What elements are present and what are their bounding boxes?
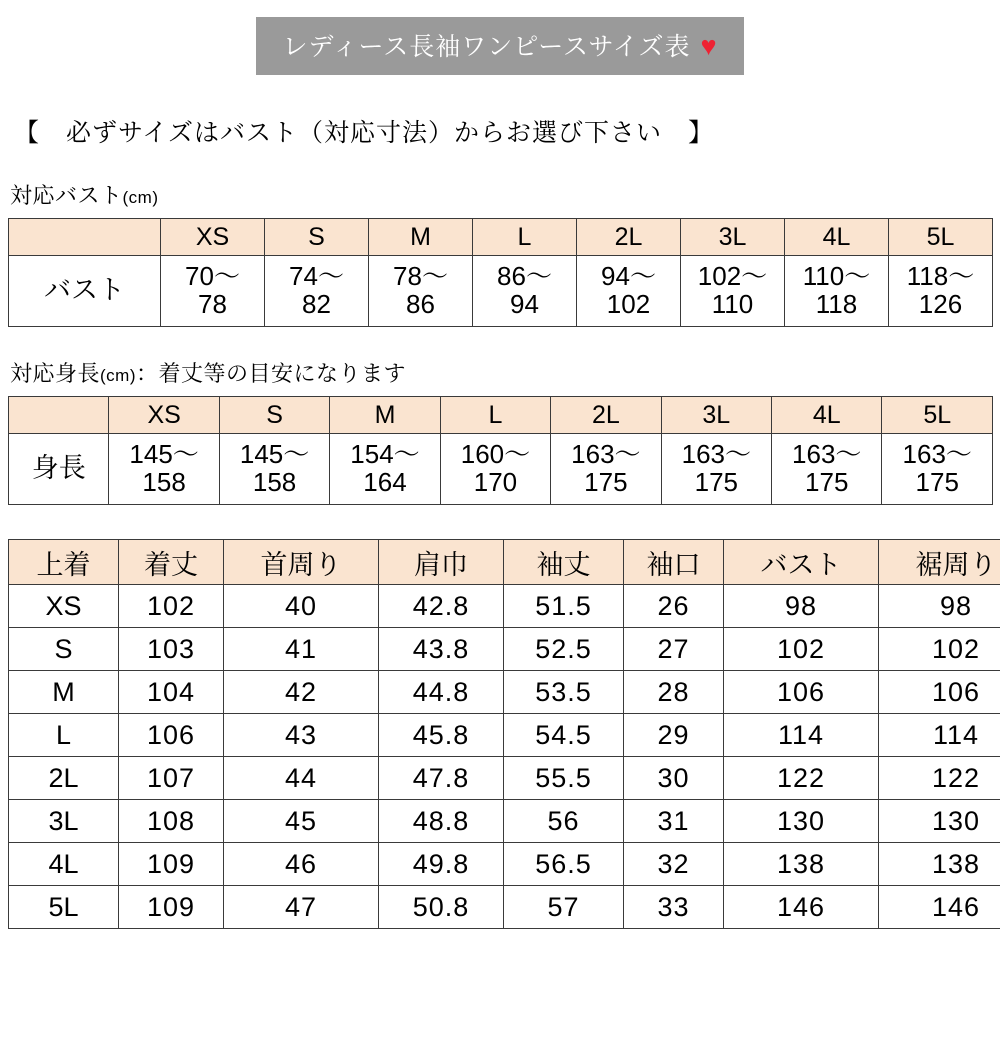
table-cell: 122 [724, 757, 879, 800]
column-header: 5L [882, 397, 993, 434]
column-header: 首周り [224, 540, 379, 585]
table-cell: 98 [724, 585, 879, 628]
height-table-corner [9, 397, 109, 434]
table-cell: 57 [504, 886, 624, 929]
table-cell: 51.5 [504, 585, 624, 628]
cell-to: 164 [363, 467, 407, 497]
heart-icon: ♥ [700, 30, 718, 61]
cell-to: 82 [302, 289, 331, 319]
table-cell: 49.8 [379, 843, 504, 886]
table-cell: 52.5 [504, 628, 624, 671]
column-header: 裾周り [879, 540, 1000, 585]
table-cell: 44 [224, 757, 379, 800]
table-cell: 107 [119, 757, 224, 800]
table-cell: 32 [624, 843, 724, 886]
table-row [9, 800, 1000, 843]
table-cell: 47 [224, 886, 379, 929]
cell-from: 163～ [681, 439, 751, 470]
table-cell [473, 256, 577, 327]
column-header: 4L [772, 397, 882, 434]
table-cell: 42 [224, 671, 379, 714]
table-cell: 55.5 [504, 757, 624, 800]
table-cell: 109 [119, 886, 224, 929]
table-cell: 46 [224, 843, 379, 886]
table-cell: 114 [879, 714, 1000, 757]
table-cell: 28 [624, 671, 724, 714]
column-header: 3L [661, 397, 771, 434]
table-cell: 43.8 [379, 628, 504, 671]
table-row [9, 886, 1000, 929]
table-cell: 50.8 [379, 886, 504, 929]
table-cell: 31 [624, 800, 724, 843]
cell-to: 175 [584, 467, 628, 497]
table-cell: 106 [119, 714, 224, 757]
cell-to: 118 [815, 289, 858, 319]
table-cell [330, 434, 440, 505]
table-cell: 104 [119, 671, 224, 714]
height-caption-rest: ：着丈等の目安になります [136, 361, 407, 386]
table-cell [109, 434, 219, 505]
table-cell [551, 434, 661, 505]
table-cell: 42.8 [379, 585, 504, 628]
table-cell [161, 256, 265, 327]
bust-size-table [8, 218, 993, 327]
table-cell: 54.5 [504, 714, 624, 757]
cell-to: 102 [606, 289, 651, 319]
cell-from: 154～ [350, 439, 420, 470]
table-cell [882, 434, 993, 505]
table-cell: 53.5 [504, 671, 624, 714]
table-row [9, 628, 1000, 671]
table-cell: 146 [879, 886, 1000, 929]
cell-from: 78～ [393, 261, 448, 292]
bust-caption-unit: (cm) [122, 188, 159, 207]
table-cell: 44.8 [379, 671, 504, 714]
row-header: バスト [9, 256, 161, 327]
table-cell: 106 [879, 671, 1000, 714]
column-header: L [473, 219, 577, 256]
table-cell: 45.8 [379, 714, 504, 757]
cell-from: 110～ [802, 261, 871, 292]
table-header-row [9, 540, 1000, 585]
table-cell: 56.5 [504, 843, 624, 886]
column-header: XS [161, 219, 265, 256]
table-row [9, 757, 1000, 800]
column-header: S [219, 397, 329, 434]
cell-from: 86～ [497, 261, 552, 292]
table-cell [577, 256, 681, 327]
table-cell [265, 256, 369, 327]
cell-from: 145～ [239, 439, 310, 470]
height-table-caption [10, 357, 1000, 388]
table-cell: 138 [879, 843, 1000, 886]
table-header-row [9, 219, 993, 256]
cell-to: 126 [918, 289, 963, 319]
cell-to: 158 [252, 467, 297, 497]
table-cell: 102 [119, 585, 224, 628]
notice-text: 【 必ずサイズはバスト（対応寸法）からお選び下さい 】 [14, 119, 715, 147]
height-caption-unit: (cm) [100, 366, 136, 385]
row-header: 2L [9, 757, 119, 800]
row-header: S [9, 628, 119, 671]
row-header: 3L [9, 800, 119, 843]
column-header: 着丈 [119, 540, 224, 585]
column-header: 袖丈 [504, 540, 624, 585]
cell-from: 102～ [697, 261, 768, 292]
cell-from: 160～ [460, 439, 531, 470]
table-row [9, 256, 993, 327]
table-cell [661, 434, 771, 505]
table-header-row [9, 397, 993, 434]
table-row [9, 714, 1000, 757]
column-header: 5L [889, 219, 993, 256]
table-cell: 122 [879, 757, 1000, 800]
bust-table-caption [10, 179, 1000, 210]
table-cell [681, 256, 785, 327]
table-cell [440, 434, 550, 505]
height-caption-main: 対応身長 [10, 361, 101, 386]
cell-from: 70～ [185, 261, 240, 292]
cell-from: 163～ [792, 439, 862, 470]
cell-from: 163～ [571, 439, 641, 470]
row-header: L [9, 714, 119, 757]
table-row [9, 434, 993, 505]
table-row [9, 585, 1000, 628]
table-cell: 30 [624, 757, 724, 800]
column-header: XS [109, 397, 219, 434]
column-header: M [330, 397, 440, 434]
column-header: 2L [551, 397, 661, 434]
table-row [9, 671, 1000, 714]
garment-measurements-table [8, 539, 1000, 929]
row-header: 身長 [9, 434, 109, 505]
column-header: L [440, 397, 550, 434]
table-cell: 130 [879, 800, 1000, 843]
header-banner [256, 17, 743, 75]
column-header: M [369, 219, 473, 256]
row-header: 5L [9, 886, 119, 929]
cell-from: 163～ [902, 439, 972, 470]
table-cell: 41 [224, 628, 379, 671]
cell-to: 175 [805, 467, 849, 497]
table-cell: 26 [624, 585, 724, 628]
table-cell [889, 256, 993, 327]
column-header: 肩巾 [379, 540, 504, 585]
page-title: レディース長袖ワンピースサイズ表 [282, 33, 691, 61]
bust-caption-main: 対応バスト [10, 183, 123, 208]
table-cell: 45 [224, 800, 379, 843]
table-cell: 98 [879, 585, 1000, 628]
header-banner-container [0, 0, 1000, 75]
table-cell: 146 [724, 886, 879, 929]
table-cell: 102 [879, 628, 1000, 671]
cell-to: 175 [915, 467, 959, 497]
height-size-table [8, 396, 993, 505]
table-cell: 56 [504, 800, 624, 843]
table-cell: 106 [724, 671, 879, 714]
column-header: 上着 [9, 540, 119, 585]
cell-to: 158 [142, 467, 186, 497]
table-cell: 27 [624, 628, 724, 671]
cell-to: 86 [406, 289, 435, 319]
table-cell [785, 256, 889, 327]
column-header: 2L [577, 219, 681, 256]
cell-to: 110 [711, 289, 754, 319]
column-header: バスト [724, 540, 879, 585]
cell-from: 74～ [289, 261, 344, 292]
column-header: S [265, 219, 369, 256]
table-cell: 43 [224, 714, 379, 757]
table-cell: 48.8 [379, 800, 504, 843]
cell-to: 78 [198, 289, 227, 319]
row-header: 4L [9, 843, 119, 886]
table-cell: 103 [119, 628, 224, 671]
table-cell: 33 [624, 886, 724, 929]
table-cell: 108 [119, 800, 224, 843]
table-cell: 109 [119, 843, 224, 886]
row-header: M [9, 671, 119, 714]
cell-from: 94～ [601, 261, 656, 292]
table-row [9, 843, 1000, 886]
column-header: 4L [785, 219, 889, 256]
table-cell: 47.8 [379, 757, 504, 800]
table-cell: 40 [224, 585, 379, 628]
table-cell [772, 434, 882, 505]
table-cell: 130 [724, 800, 879, 843]
cell-to: 170 [473, 467, 518, 497]
table-cell: 138 [724, 843, 879, 886]
bust-table-corner [9, 219, 161, 256]
table-cell: 114 [724, 714, 879, 757]
cell-to: 94 [510, 289, 539, 319]
column-header: 袖口 [624, 540, 724, 585]
cell-from: 118～ [906, 261, 975, 292]
table-cell: 29 [624, 714, 724, 757]
row-header: XS [9, 585, 119, 628]
cell-to: 175 [694, 467, 738, 497]
column-header: 3L [681, 219, 785, 256]
table-cell: 102 [724, 628, 879, 671]
cell-from: 145～ [129, 439, 199, 470]
table-cell [369, 256, 473, 327]
table-cell [219, 434, 329, 505]
